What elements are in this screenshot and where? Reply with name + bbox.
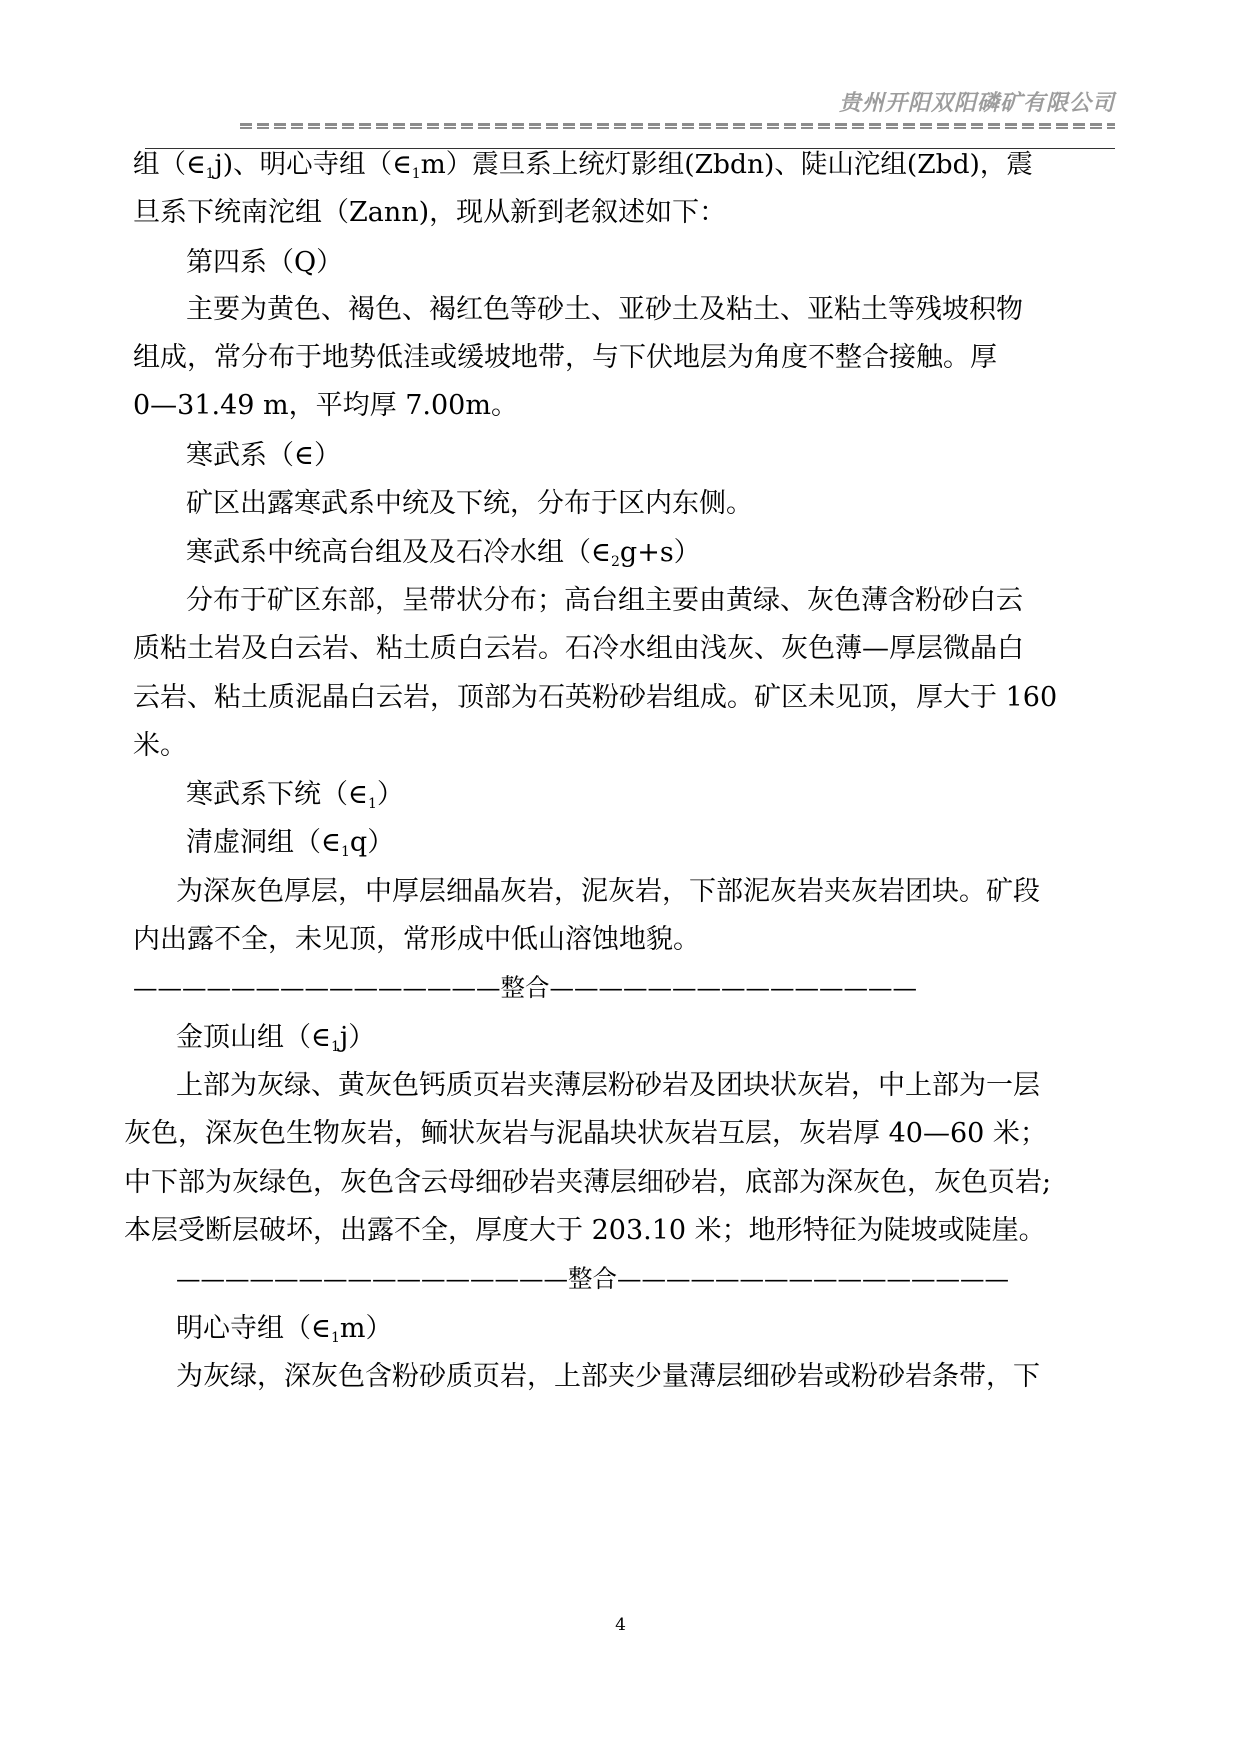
paragraph-line: 上部为灰绿、黄灰色钙质页岩夹薄层粉砂岩及团块状灰岩，中上部为一层 bbox=[176, 1070, 1040, 1101]
paragraph-line: 灰色，深灰色生物灰岩，鲕状灰岩与泥晶块状灰岩互层，灰岩厚 40—60 米； bbox=[124, 1118, 1047, 1149]
header-company-name: 贵州开阳双阳磷矿有限公司 bbox=[838, 91, 1115, 116]
paragraph-line: 分布于矿区东部，呈带状分布；高台组主要由黄绿、灰色薄含粉砂白云 bbox=[186, 585, 1023, 616]
page-number: 4 bbox=[615, 1615, 626, 1635]
paragraph-line: 主要为黄色、褐色、褐红色等砂土、亚砂土及粘土、亚粘土等残坡积物 bbox=[186, 294, 1023, 325]
paragraph-line: 为深灰色厚层，中厚层细晶灰岩，泥灰岩，下部泥灰岩夹灰岩团块。矿段 bbox=[176, 876, 1040, 907]
paragraph-line: 中下部为灰绿色，灰色含云母细砂岩夹薄层细砂岩，底部为深灰色，灰色页岩; bbox=[124, 1167, 1052, 1198]
section-heading: 寒武系（∈） bbox=[186, 440, 341, 471]
paragraph-line: 矿区出露寒武系中统及下统，分布于区内东侧。 bbox=[186, 488, 753, 519]
conformity-separator: ————————————————整合———————————————— bbox=[176, 1264, 1009, 1293]
paragraph-line: 0—31.49 m，平均厚 7.00m。 bbox=[133, 390, 518, 421]
section-heading: 寒武系下统$(\in_1)$ bbox=[186, 779, 404, 812]
section-heading: 金顶山组$(\in_1j)$ bbox=[176, 1022, 376, 1055]
paragraph-line: 质粘土岩及白云岩、粘土质白云岩。石冷水组由浅灰、灰色薄—厚层微晶白 bbox=[133, 633, 1024, 664]
header-decorative-dashes bbox=[240, 123, 1115, 129]
paragraph-line: 为灰绿，深灰色含粉砂质页岩，上部夹少量薄层细砂岩或粉砂岩条带，下 bbox=[176, 1361, 1040, 1392]
paragraph-line: 云岩、粘土质泥晶白云岩，顶部为石英粉砂岩组成。矿区未见顶，厚大于 160 bbox=[133, 682, 1058, 713]
section-heading: 第四系（Q） bbox=[186, 247, 344, 278]
section-heading: 清虚洞组$(\in_1q)$ bbox=[186, 827, 395, 860]
paragraph-line: 组$(\in_1j)$、明心寺组$(\in_1m)$震旦系上统灯影组(Zbdn)、陡山沱组(Zbd)，震 bbox=[133, 149, 1033, 182]
paragraph-line: 旦系下统南沱组（Zann)，现从新到老叙述如下： bbox=[133, 197, 727, 228]
conformity-separator: ———————————————整合——————————————— bbox=[133, 973, 917, 1002]
paragraph-line: 组成，常分布于地势低洼或缓坡地带，与下伏地层为角度不整合接触。厚 bbox=[133, 342, 997, 373]
paragraph-line: 本层受断层破坏，出露不全，厚度大于 203.10 米；地形特征为陡坡或陡崖。 bbox=[124, 1215, 1046, 1246]
paragraph-line: 内出露不全，未见顶，常形成中低山溶蚀地貌。 bbox=[133, 924, 700, 955]
section-heading: 寒武系中统高台组及及石冷水组$(\in_2g+s)$ bbox=[186, 537, 701, 570]
paragraph-line: 米。 bbox=[133, 730, 187, 761]
section-heading: 明心寺组$(\in_1m)$ bbox=[176, 1313, 393, 1346]
